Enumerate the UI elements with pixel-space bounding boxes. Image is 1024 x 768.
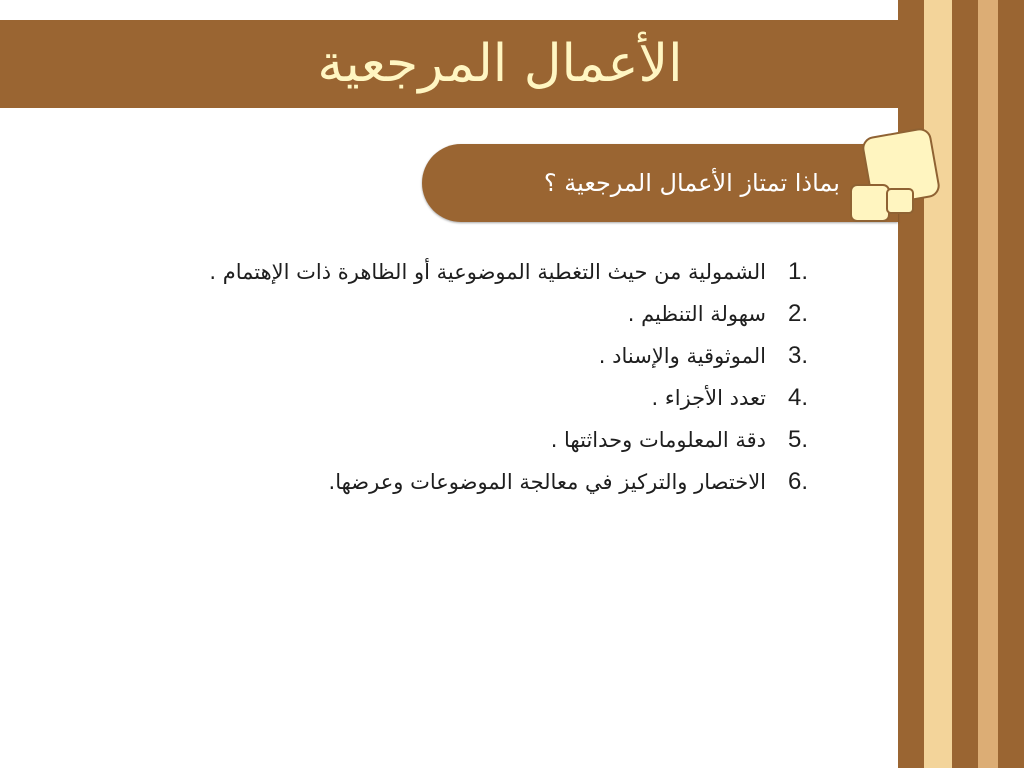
list-item-text: الموثوقية والإسناد . — [598, 344, 766, 368]
list-item-text: الاختصار والتركيز في معالجة الموضوعات وعرضها. — [328, 470, 766, 494]
list-item-text: دقة المعلومات وحداثتها . — [550, 428, 766, 452]
list-item — [120, 466, 828, 508]
list-item-number: 6. — [788, 468, 809, 495]
decor-square-tiny — [886, 188, 914, 214]
decor-stripe-5 — [998, 0, 1024, 768]
decor-square-small — [850, 184, 890, 222]
list-item-number: 1. — [788, 258, 809, 285]
list-item — [120, 256, 828, 298]
list-item — [120, 424, 828, 466]
decor-stripe-3 — [952, 0, 978, 768]
slide-subtitle: بماذا تمتاز الأعمال المرجعية ؟ — [543, 169, 840, 197]
decor-stripe-2 — [924, 0, 952, 768]
list-item-number: 3. — [788, 342, 809, 369]
list-item-text: تعدد الأجزاء . — [651, 386, 766, 410]
list-item-number: 5. — [788, 426, 809, 453]
list-item — [120, 298, 828, 340]
list-item — [120, 340, 828, 382]
slide-title: الأعمال المرجعية — [317, 34, 683, 94]
decor-stripe-1 — [898, 0, 924, 768]
decor-stripe-4 — [978, 0, 998, 768]
list-item — [120, 382, 828, 424]
numbered-list — [120, 256, 828, 508]
list-item-text: سهولة التنظيم . — [627, 302, 766, 326]
list-item-number: 2. — [788, 300, 809, 327]
list-item-number: 4. — [788, 384, 809, 411]
list-item-text: الشمولية من حيث التغطية الموضوعية أو الظاهرة ذات الإهتمام . — [209, 260, 766, 284]
